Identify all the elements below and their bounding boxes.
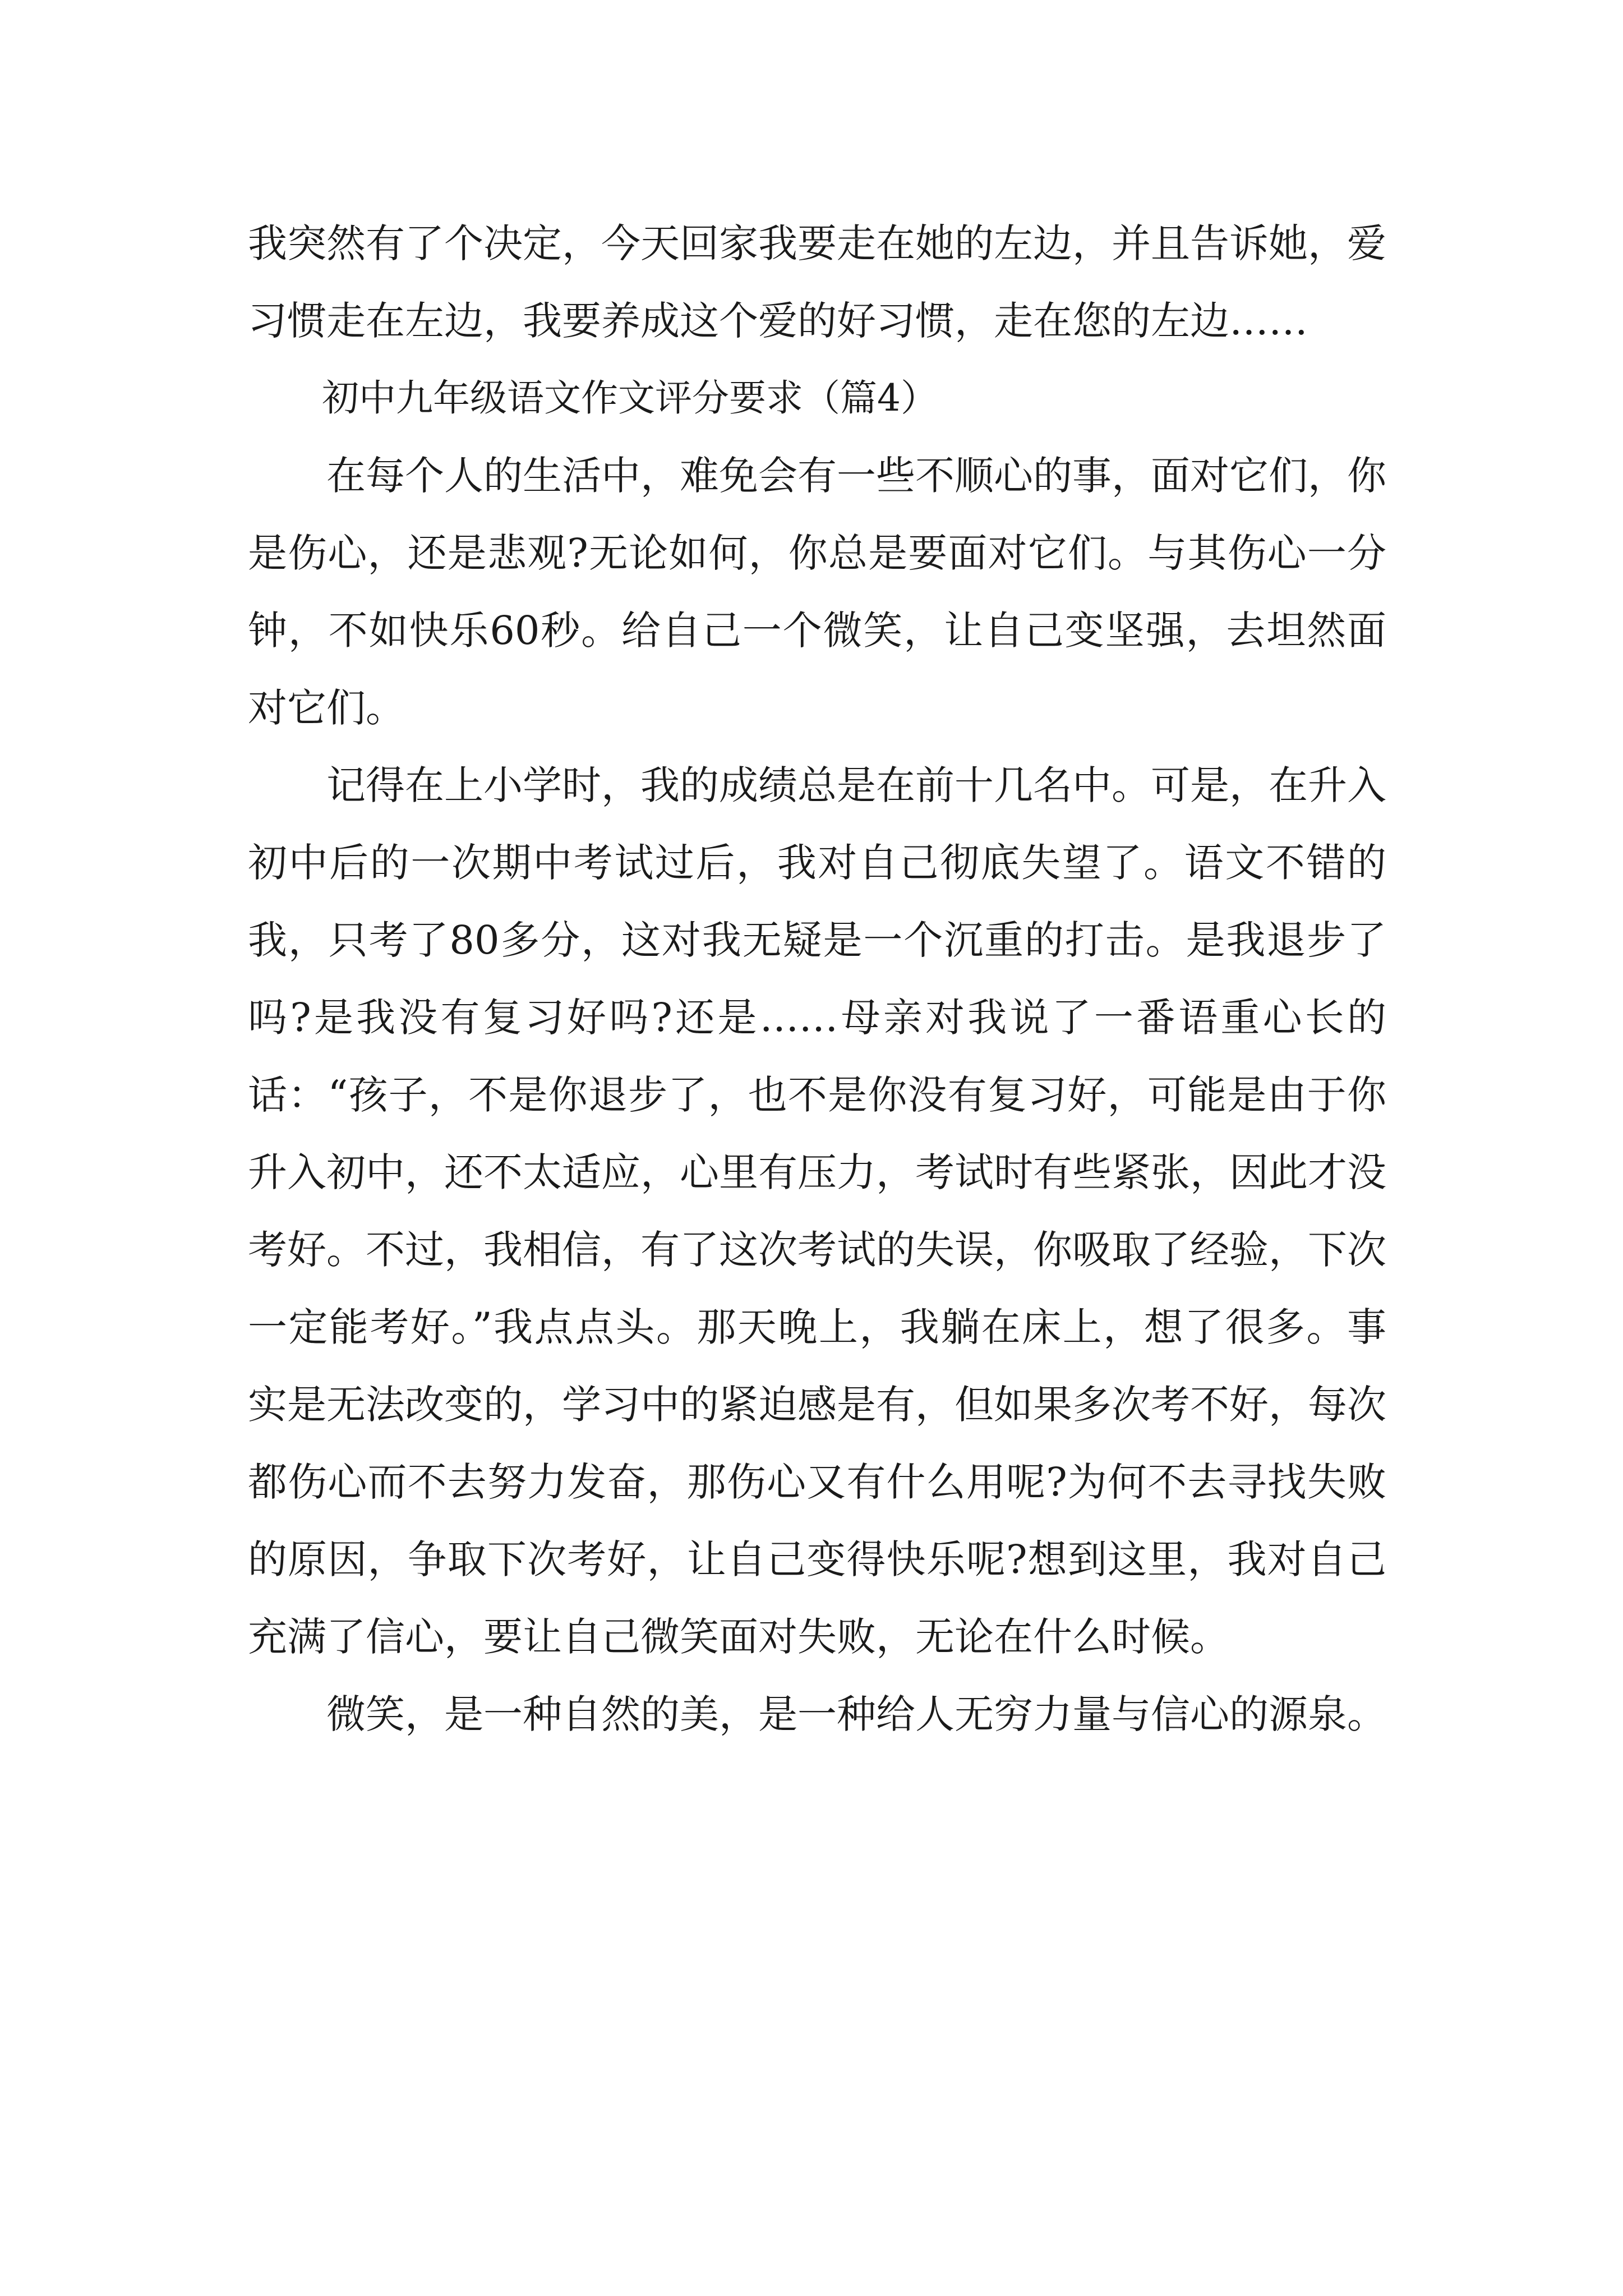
paragraph-conclusion: 微笑，是一种自然的美，是一种给人无穷力量与信心的源泉。	[326, 1691, 1386, 1737]
paragraph-intro: 在每个人的生活中，难免会有一些不顺心的事，面对它们，你是伤心，还是悲观?无论如何，你总是要面对它们。与其伤心一分钟，不如快乐60秒。给自己一个微笑，让自己变坚强，去坦然面对它们。	[248, 453, 1386, 731]
document-body	[248, 205, 1386, 1753]
paragraph-story: 记得在上小学时，我的成绩总是在前十几名中。可是，在升入初中后的一次期中考试过后，我对自己彻底失望了。语文不错的我，只考了80多分，这对我无疑是一个沉重的打击。是我退步了吗?是我没有复习好吗?还是……母亲对我说了一番语重心长的话：“孩子，不是你退步了，也不是你没有复习好，可能是由于你升入初中，还不太适应，心里有压力，考试时有些紧张，因此才没考好。不过，我相信，有了这次考试的失误，你吸取了经验，下次一定能考好。”我点点头。那天晚上，我躺在床上，想了很多。事实是无法改变的，学习中的紧迫感是有，但如果多次考不好，每次都伤心而不去努力发奋，那伤心又有什么用呢?为何不去寻找失败的原因，争取下次考好，让自己变得快乐呢?想到这里，我对自己充满了信心，要让自己微笑面对失败，无论在什么时候。	[248, 762, 1386, 1660]
section-heading: 初中九年级语文作文评分要求（篇4）	[322, 376, 938, 420]
paragraph-continuation: 我突然有了个决定，今天回家我要走在她的左边，并且告诉她，爱习惯走在左边，我要养成这个爱的好习惯，走在您的左边……	[248, 220, 1386, 344]
